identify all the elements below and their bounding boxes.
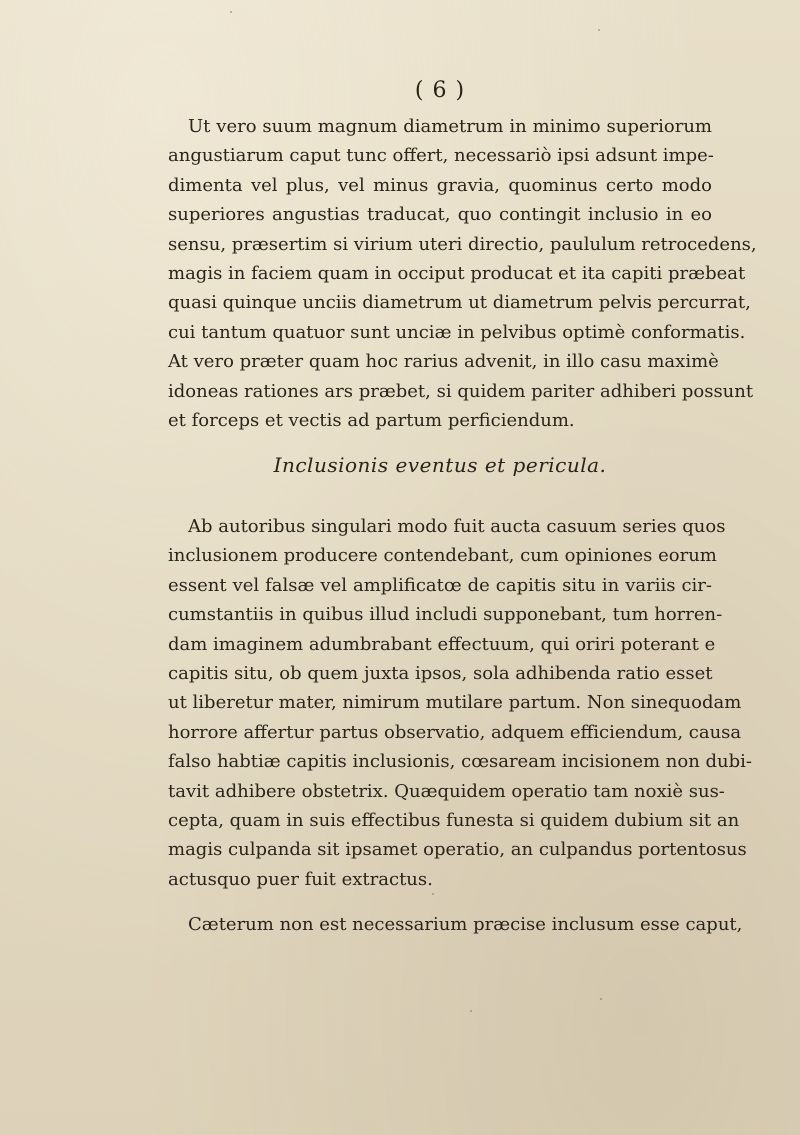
text-line: essent vel falsæ vel amplificatœ de capitis situ in variis cir- — [168, 574, 712, 596]
text-line: magis in faciem quam in occiput producat et ita capiti præbeat — [168, 263, 746, 285]
text-line: sensu, præsertim si virium uteri directio, paululum retrocedens, — [168, 233, 757, 255]
page-number: ( 6 ) — [414, 78, 466, 103]
text-line: capitis situ, ob quem juxta ipsos, sola adhibenda ratio esset — [168, 663, 713, 685]
text-line: dimenta vel plus, vel minus gravia, quominus certo modo — [168, 174, 712, 196]
text-line: magis culpanda sit ipsamet operatio, an culpandus portentosus — [168, 839, 747, 861]
text-line: Ut vero suum magnum diametrum in minimo superiorum — [188, 116, 712, 137]
text-line: falso habtiæ capitis inclusionis, cœsaream incisionem non dubi- — [168, 751, 753, 773]
text-line: actusquo puer fuit extractus. — [168, 868, 433, 890]
text-line: horrore affertur partus observatio, adquem efficiendum, causa — [168, 721, 742, 743]
paper-speck — [230, 11, 232, 13]
paper-speck — [432, 893, 434, 895]
text-line: At vero præter quam hoc rarius advenit, in illo casu maximè — [168, 351, 719, 373]
text-line: cepta, quam in suis effectibus funesta si quidem dubium sit an — [168, 810, 740, 832]
paper-speck — [600, 998, 602, 1000]
text-line: ut liberetur mater, nimirum mutilare partum. Non sinequodam — [168, 692, 742, 714]
text-line: et forceps et vectis ad partum perficiendum. — [168, 410, 575, 432]
paragraph-2 — [168, 512, 753, 894]
text-line: cui tantum quatuor sunt unciæ in pelvibus optimè conformatis. — [168, 321, 746, 343]
paper-speck — [598, 29, 600, 31]
text-line: superiores angustias traducat, quo contingit inclusio in eo — [168, 204, 712, 226]
text-line: quasi quinque unciis diametrum ut diametrum pelvis percurrat, — [168, 292, 751, 314]
text-line: idoneas rationes ars præbet, si quidem pariter adhiberi possunt — [168, 380, 754, 402]
paragraph-1 — [168, 112, 757, 435]
text-line: cumstantiis in quibus illud includi supponebant, tum horren- — [168, 604, 723, 626]
paper-speck — [470, 1010, 472, 1012]
text-line: dam imaginem adumbrabant effectuum, qui oriri poterant e — [168, 633, 716, 655]
text-line: inclusionem producere contendebant, cum opiniones eorum — [168, 545, 717, 567]
text-line: tavit adhibere obstetrix. Quæquidem operatio tam noxiè sus- — [168, 780, 725, 802]
text-line: Cæterum non est necessarium præcise inclusum esse caput, — [188, 914, 743, 935]
text-line: angustiarum caput tunc offert, necessariò ipsi adsunt impe- — [168, 145, 714, 167]
text-line: Ab autoribus singulari modo fuit aucta casuum series quos — [188, 516, 726, 537]
section-heading: Inclusionis eventus et pericula. — [273, 453, 607, 477]
paragraph-3 — [168, 910, 743, 939]
